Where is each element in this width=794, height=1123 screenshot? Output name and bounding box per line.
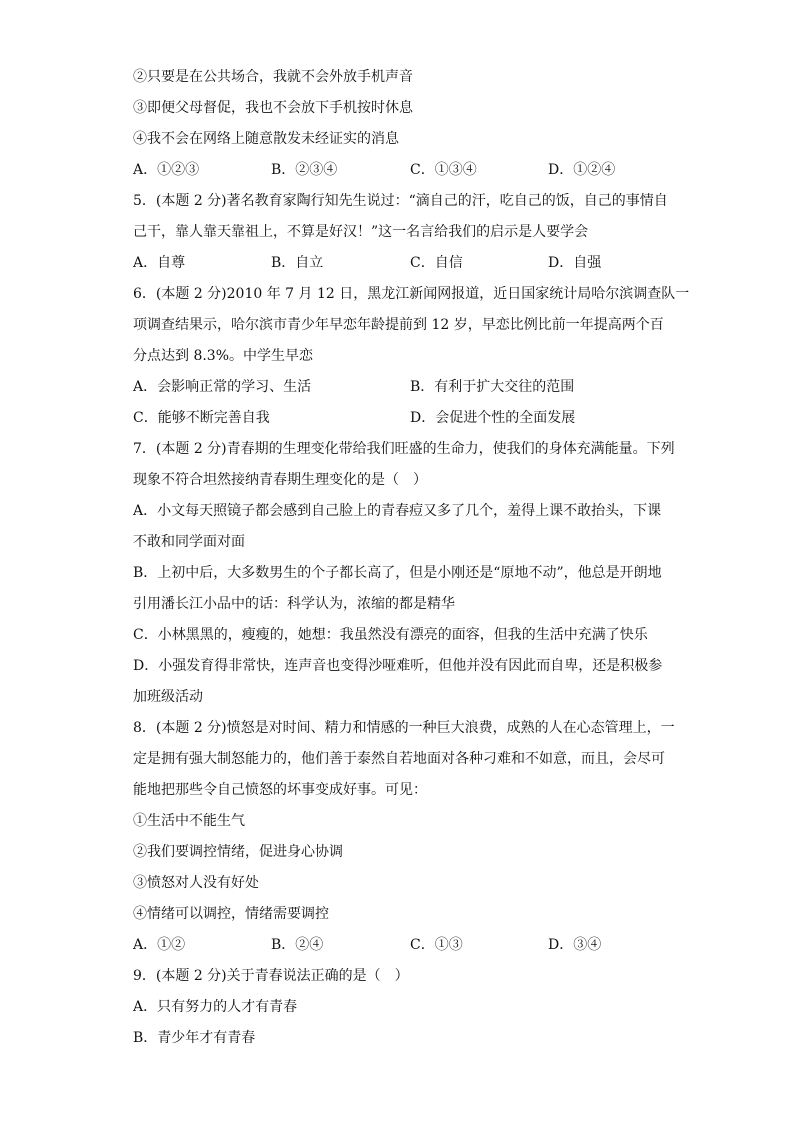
q8-stem-line-3: 能地把那些令自己愤怒的坏事变成好事。可见： [133, 782, 427, 798]
q7-stem-line-1: 7．(本题 2 分)青春期的生理变化带给我们旺盛的生命力，使我们的身体充满能量。下列 [133, 441, 675, 457]
option-b: B．②④ [271, 937, 324, 953]
q7-option-a-line-2: 不敢和同学面对面 [133, 534, 245, 550]
statement-item-4: ④情绪可以调控，情绪需要调控 [133, 906, 329, 922]
q6-stem-line-1: 6．(本题 2 分)2010 年 7 月 12 日，黑龙江新闻网报道，近日国家统计局哈尔滨调查队一 [133, 286, 690, 302]
q5-options [133, 248, 673, 279]
q7-stem-line-2: 现象不符合坦然接纳青春期生理变化的是（ ） [133, 472, 427, 488]
q7-option-b-line-1: B．上初中后，大多数男生的个子都长高了，但是小刚还是“原地不动”，他总是开朗地 [133, 565, 662, 581]
q6-options-row-2 [133, 403, 673, 434]
option-b: B．有利于扩大交往的范围 [410, 379, 575, 395]
q8-stem-line-2: 定是拥有强大制怒能力的，他们善于泰然自若地面对各种刁难和不如意，而且，会尽可 [133, 751, 665, 767]
exam-page [133, 62, 690, 1054]
q6-stem-line-2: 项调查结果示，哈尔滨市青少年早恋年龄提前到 12 岁，早恋比例比前一年提高两个百 [133, 317, 664, 333]
option-a: A．①② [133, 937, 186, 953]
q6-options-row-1 [133, 372, 673, 403]
statement-item-3: ③即便父母督促，我也不会放下手机按时休息 [133, 100, 413, 116]
option-c: C．①③ [410, 937, 463, 953]
q7-option-a-line-1: A．小文每天照镜子都会感到自己脸上的青春痘又多了几个，羞得上课不敢抬头，下课 [133, 503, 662, 519]
statement-item-3: ③愤怒对人没有好处 [133, 875, 259, 891]
option-a: A．会影响正常的学习、生活 [133, 379, 312, 395]
option-c: C．自信 [410, 255, 463, 271]
option-d: D．①②④ [548, 162, 616, 178]
option-a: A．①②③ [133, 162, 200, 178]
q5-stem-line-2: 己干，靠人靠天靠祖上，不算是好汉！”这一名言给我们的启示是人要学会 [133, 224, 589, 240]
q8-options [133, 930, 673, 961]
q9-option-b: B．青少年才有青春 [133, 1030, 256, 1046]
statement-item-1: ①生活中不能生气 [133, 813, 245, 829]
option-a: A．自尊 [133, 255, 186, 271]
q7-option-d-line-2: 加班级活动 [133, 689, 203, 705]
q4-options [133, 155, 673, 186]
q9-stem: 9．(本题 2 分)关于青春说法正确的是（ ） [133, 968, 409, 984]
option-b: B．自立 [271, 255, 324, 271]
q7-option-b-line-2: 引用潘长江小品中的话：科学认为，浓缩的都是精华 [133, 596, 455, 612]
statement-item-2: ②只要是在公共场合，我就不会外放手机声音 [133, 69, 413, 85]
option-b: B．②③④ [271, 162, 338, 178]
option-d: D．会促进个性的全面发展 [410, 410, 576, 426]
q7-option-d-line-1: D．小强发育得非常快，连声音也变得沙哑难听，但他并没有因此而自卑，还是积极参 [133, 658, 663, 674]
q9-option-a: A．只有努力的人才有青春 [133, 999, 298, 1015]
option-c: C．能够不断完善自我 [133, 410, 270, 426]
option-d: D．③④ [548, 937, 602, 953]
option-d: D．自强 [548, 255, 602, 271]
q7-option-c: C．小林黑黑的，瘦瘦的，她想：我虽然没有漂亮的面容，但我的生活中充满了快乐 [133, 627, 648, 643]
q8-stem-line-1: 8．(本题 2 分)愤怒是对时间、精力和情感的一种巨大浪费，成熟的人在心态管理上，一 [133, 720, 675, 736]
statement-item-2: ②我们要调控情绪，促进身心协调 [133, 844, 343, 860]
statement-item-4: ④我不会在网络上随意散发未经证实的消息 [133, 131, 399, 147]
q6-stem-line-3: 分点达到 8.3%。中学生早恋 [133, 348, 314, 364]
option-c: C．①③④ [410, 162, 477, 178]
q5-stem-line-1: 5．(本题 2 分)著名教育家陶行知先生说过：“滴自己的汗，吃自己的饭，自己的事情自 [133, 193, 668, 209]
